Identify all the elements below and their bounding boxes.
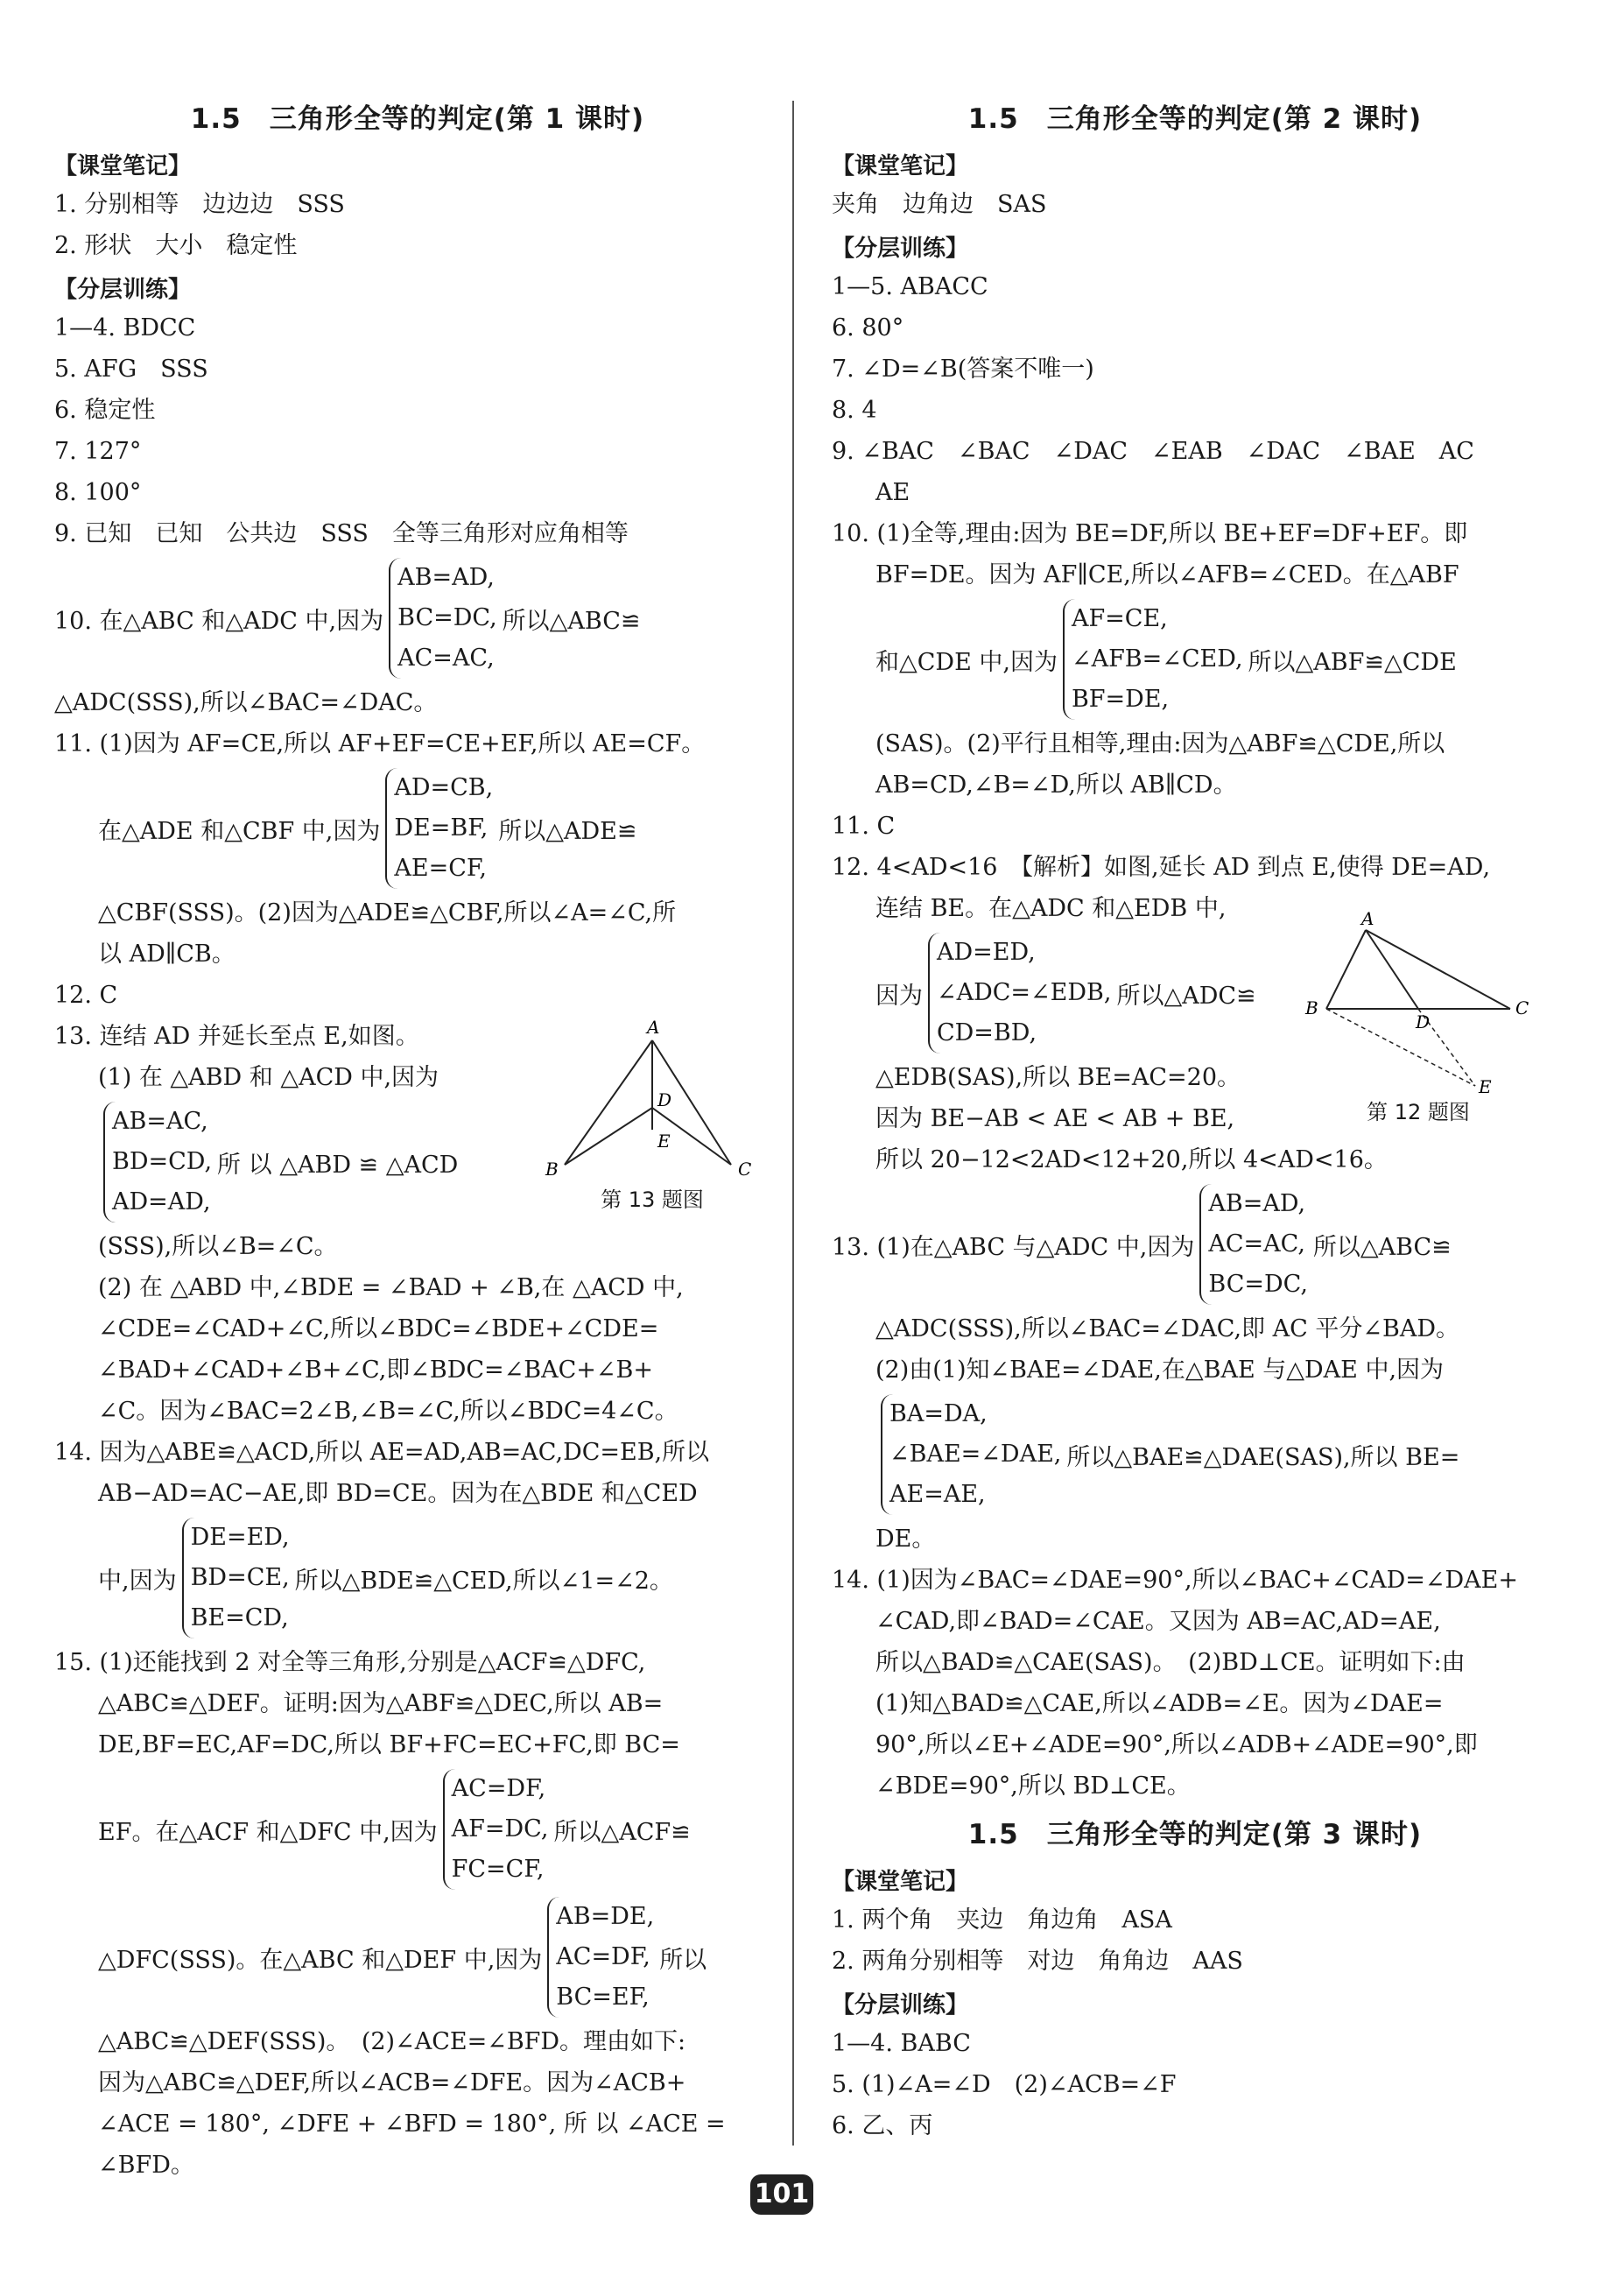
label-A: A (1361, 911, 1374, 929)
note-line: 1. 两个角 夹边 角边角 ASA (832, 1906, 1172, 1934)
answer-line: 1—4. BDCC (54, 314, 196, 342)
q15-brace (547, 1897, 654, 2018)
q11-brace (385, 768, 493, 889)
r-q12-pre: 因为 (875, 982, 923, 1010)
q10-pre: 10. 在△ABC 和△ADC 中,因为 (54, 607, 384, 635)
cond: FC=CF, (451, 1856, 545, 1883)
answer-line: 6. 80° (832, 314, 904, 342)
cond: AC=DF, (451, 1775, 546, 1802)
answer-line: 9. ∠BAC ∠BAC ∠DAC ∠EAB ∠DAC ∠BAE AC (832, 438, 1474, 465)
cond: AC=DF, (556, 1943, 650, 1970)
train-header: 【分层训练】 (832, 236, 969, 262)
q15-pre: △DFC(SSS)。在△ABC 和△DEF 中,因为 (98, 1946, 543, 1974)
r-q13-brace (1199, 1184, 1308, 1305)
q14-post: 所以△BDE≌△CED,所以∠1=∠2。 (294, 1567, 673, 1595)
note-line: 1. 分别相等 边边边 SSS (54, 191, 345, 218)
r-q10-brace (1063, 599, 1243, 720)
r-q13-post: 所以△ABC≌ (1312, 1233, 1452, 1261)
section-title: 1.5 三角形全等的判定(第 2 课时) (967, 103, 1423, 135)
cond: AD=CB, (394, 774, 494, 801)
answer-line: 5. AFG SSS (54, 356, 208, 383)
label-D: D (1416, 1011, 1431, 1032)
figure-13 (538, 1016, 766, 1213)
answer-line: △CBF(SSS)。(2)因为△ADE≌△CBF,所以∠A=∠C,所 (98, 899, 677, 927)
q15-post: 所以 (659, 1946, 707, 1974)
q15-brace (443, 1769, 549, 1890)
r-q12-post: 所以△ADC≌ (1116, 982, 1256, 1010)
note-header: 【课堂笔记】 (832, 153, 969, 180)
q14-brace (182, 1518, 290, 1638)
label-B: B (545, 1159, 559, 1180)
q15-proof-1 (54, 1765, 781, 1893)
label-E: E (657, 1131, 671, 1152)
answer-line: 以 AD∥CB。 (98, 941, 236, 968)
answer-line: (2)由(1)知∠BAE=∠DAE,在△BAE 与△DAE 中,因为 (875, 1356, 1445, 1384)
cond: BF=DE, (1071, 686, 1170, 713)
answer-line: ∠ACE = 180°, ∠DFE + ∠BFD = 180°, 所 以 ∠ACE = (98, 2110, 726, 2138)
r-q12-brace (928, 933, 1111, 1053)
answer-line: ∠CDE=∠CAD+∠C,所以∠BDC=∠BDE+∠CDE= (98, 1315, 659, 1342)
note-line: 夹角 边角边 SAS (832, 191, 1047, 218)
answer-line: 8. 4 (832, 397, 877, 424)
label-C: C (738, 1159, 752, 1180)
answer-line: 9. 已知 已知 公共边 SSS 全等三角形对应角相等 (54, 520, 629, 547)
cond: AC=AC, (1208, 1230, 1305, 1258)
cond: CD=BD, (937, 1019, 1037, 1046)
cond: BD=CD, (112, 1148, 213, 1175)
label-B: B (1305, 997, 1318, 1018)
answer-line: 7. 127° (54, 438, 142, 465)
answer-line: ∠BFD。 (98, 2152, 194, 2179)
cond: AB=AC, (112, 1108, 208, 1135)
answer-line: △EDB(SAS),所以 BE=AC=20。 (875, 1064, 1241, 1091)
cond: AD=ED, (937, 939, 1036, 966)
train-header: 【分层训练】 (54, 277, 192, 303)
answer-line: 因为△ABC≌△DEF,所以∠ACB=∠DFE。因为∠ACB+ (98, 2069, 686, 2096)
note-line: 2. 两角分别相等 对边 角角边 AAS (832, 1948, 1243, 1975)
answer-line: 1—4. BABC (832, 2030, 971, 2057)
q11-pre: 在△ADE 和△CBF 中,因为 (98, 817, 381, 845)
figure-12-diagram (1300, 911, 1536, 1095)
cond: ∠AFB=∠CED, (1071, 645, 1243, 673)
answer-line: 14. (1)因为∠BAC=∠DAE=90°,所以∠BAC+∠CAD=∠DAE+ (832, 1567, 1518, 1594)
answer-line: △ADC(SSS),所以∠BAC=∠DAC,即 AC 平分∠BAD。 (875, 1315, 1459, 1342)
answer-line: 90°,所以∠E+∠ADE=90°,所以∠ADB+∠ADE=90°,即 (875, 1731, 1478, 1758)
q11-post: 所以△ADE≌ (498, 817, 637, 845)
answer-line: 所以△BAD≌△CAE(SAS)。 (2)BD⊥CE。证明如下:由 (875, 1649, 1466, 1676)
cond: ∠BAE=∠DAE, (889, 1441, 1062, 1468)
cond: BD=CE, (190, 1564, 290, 1591)
q15-post: 所以△ACF≌ (553, 1818, 691, 1846)
q13-post: 所 以 △ABD ≌ △ACD (217, 1151, 459, 1179)
answer-line: △ABC≌△DEF(SSS)。 (2)∠ACE=∠BFD。理由如下: (98, 2028, 686, 2055)
label-E: E (1479, 1076, 1492, 1095)
answer-line: DE,BF=EC,AF=DC,所以 BF+FC=EC+FC,即 BC= (98, 1731, 680, 1758)
answer-line: ∠BAD+∠CAD+∠B+∠C,即∠BDC=∠BAC+∠B+ (98, 1356, 653, 1384)
answer-line: 12. 4<AD<16 【解析】如图,延长 AD 到点 E,使得 DE=AD, (832, 854, 1491, 881)
cond: BA=DA, (889, 1400, 988, 1427)
cond: AF=DC, (451, 1815, 549, 1843)
cond: AD=AD, (112, 1188, 211, 1216)
q14-proof (54, 1514, 781, 1642)
answer-line: (SSS),所以∠B=∠C。 (98, 1233, 338, 1260)
cond: AE=AE, (889, 1481, 986, 1508)
cond: AF=CE, (1071, 605, 1168, 632)
label-D: D (657, 1089, 672, 1110)
cond: BC=EF, (556, 1984, 650, 2011)
answer-line: △ADC(SSS),所以∠BAC=∠DAC。 (54, 689, 438, 716)
cond: DE=BF, (394, 814, 489, 842)
q10-post: 所以△ABC≌ (502, 607, 641, 635)
answer-line: 1—5. ABACC (832, 273, 988, 300)
answer-line: 连结 BE。在△ADC 和△EDB 中, (875, 895, 1227, 922)
answer-line: AB−AD=AC−AE,即 BD=CE。因为在△BDE 和△CED (98, 1480, 698, 1507)
figure-12 (1300, 911, 1536, 1125)
label-A: A (647, 1017, 660, 1038)
r-q13-proof-2 (832, 1391, 1558, 1519)
cond: AB=DE, (556, 1903, 655, 1930)
answer-line: 11. (1)因为 AF=CE,所以 AF+EF=CE+EF,所以 AE=CF。 (54, 730, 706, 757)
answer-line: BF=DE。因为 AF∥CE,所以∠AFB=∠CED。在△ABF (875, 561, 1459, 588)
answer-line: 12. C (54, 982, 118, 1009)
answer-line: 11. C (832, 813, 896, 840)
cond: BC=DC, (397, 604, 497, 631)
note-line: 2. 形状 大小 稳定性 (54, 232, 298, 259)
section-title: 1.5 三角形全等的判定(第 3 课时) (967, 1819, 1423, 1850)
cond: ∠ADC=∠EDB, (937, 979, 1112, 1006)
answer-line: ∠BDE=90°,所以 BD⊥CE。 (875, 1772, 1191, 1800)
q13-brace (103, 1102, 212, 1223)
q14-pre: 中,因为 (98, 1567, 177, 1595)
r-q10-pre: 和△CDE 中,因为 (875, 648, 1058, 676)
answer-line: 10. (1)全等,理由:因为 BE=DF,所以 BE+EF=DF+EF。即 (832, 520, 1468, 547)
section-title: 1.5 三角形全等的判定(第 1 课时) (190, 103, 645, 135)
answer-line: (SAS)。(2)平行且相等,理由:因为△ABF≌△CDE,所以 (875, 730, 1445, 757)
cond: BE=CD, (190, 1604, 289, 1631)
q15-proof-2 (54, 1893, 781, 2021)
answer-line: 14. 因为△ABE≌△ACD,所以 AE=AD,AB=AC,DC=EB,所以 (54, 1439, 710, 1466)
answer-line: DE。 (875, 1526, 936, 1553)
cond: BC=DC, (1208, 1271, 1308, 1298)
r-q13-post-2: 所以△BAE≌△DAE(SAS),所以 BE= (1066, 1443, 1460, 1471)
cond: DE=ED, (190, 1524, 290, 1551)
cond: AE=CF, (394, 855, 487, 882)
q15-pre: EF。在△ACF 和△DFC 中,因为 (98, 1818, 438, 1846)
figure-12-caption: 第 12 题图 (1367, 1100, 1470, 1124)
answer-line: △ABC≌△DEF。证明:因为△ABF≌△DEC,所以 AB= (98, 1690, 664, 1717)
r-q13-brace-2 (881, 1394, 1061, 1515)
answer-line: AB=CD,∠B=∠D,所以 AB∥CD。 (875, 772, 1237, 799)
answer-line: ∠C。因为∠BAC=2∠B,∠B=∠C,所以∠BDC=4∠C。 (98, 1398, 678, 1425)
answer-line: 所以 20−12<2AD<12+20,所以 4<AD<16。 (875, 1146, 1388, 1173)
train-header: 【分层训练】 (832, 1992, 969, 2019)
figure-13-caption: 第 13 题图 (601, 1187, 704, 1212)
answer-line: 15. (1)还能找到 2 对全等三角形,分别是△ACF≌△DFC, (54, 1649, 646, 1676)
cond: AC=AC, (397, 645, 495, 672)
note-header: 【课堂笔记】 (832, 1869, 969, 1895)
figure-13-diagram (538, 1016, 766, 1182)
answer-line: 8. 100° (54, 479, 142, 506)
r-q13-proof (832, 1180, 1558, 1308)
cond: AB=AD, (397, 564, 495, 591)
answer-line: 5. (1)∠A=∠D (2)∠ACB=∠F (832, 2071, 1177, 2098)
r-q10-proof (832, 595, 1558, 723)
r-q10-post: 所以△ABF≌△CDE (1248, 648, 1457, 676)
note-header: 【课堂笔记】 (54, 153, 192, 180)
page-number: 101 (750, 2174, 813, 2215)
answer-line: 因为 BE−AB < AE < AB + BE, (875, 1105, 1235, 1132)
q11-proof (54, 765, 781, 892)
label-C: C (1515, 997, 1529, 1018)
cond: AB=AD, (1208, 1190, 1306, 1217)
answer-line: ∠CAD,即∠BAD=∠CAE。又因为 AB=AC,AD=AE, (875, 1608, 1441, 1635)
q10-brace (389, 558, 497, 679)
answer-line: 13. 连结 AD 并延长至点 E,如图。 (54, 1023, 419, 1050)
answer-line: 6. 稳定性 (54, 397, 156, 424)
answer-line: (1)知△BAD≌△CAE,所以∠ADB=∠E。因为∠DAE= (875, 1690, 1444, 1717)
q10-proof (54, 554, 781, 682)
answer-line: 7. ∠D=∠B(答案不唯一) (832, 356, 1094, 383)
answer-line: (1) 在 △ABD 和 △ACD 中,因为 (98, 1064, 439, 1091)
column-divider (792, 101, 794, 2146)
r-q13-pre: 13. (1)在△ABC 与△ADC 中,因为 (832, 1233, 1195, 1261)
answer-line: (2) 在 △ABD 中,∠BDE = ∠BAD + ∠B,在 △ACD 中, (98, 1274, 684, 1301)
answer-line: AE (875, 479, 910, 506)
answer-line: 6. 乙、丙 (832, 2112, 933, 2139)
